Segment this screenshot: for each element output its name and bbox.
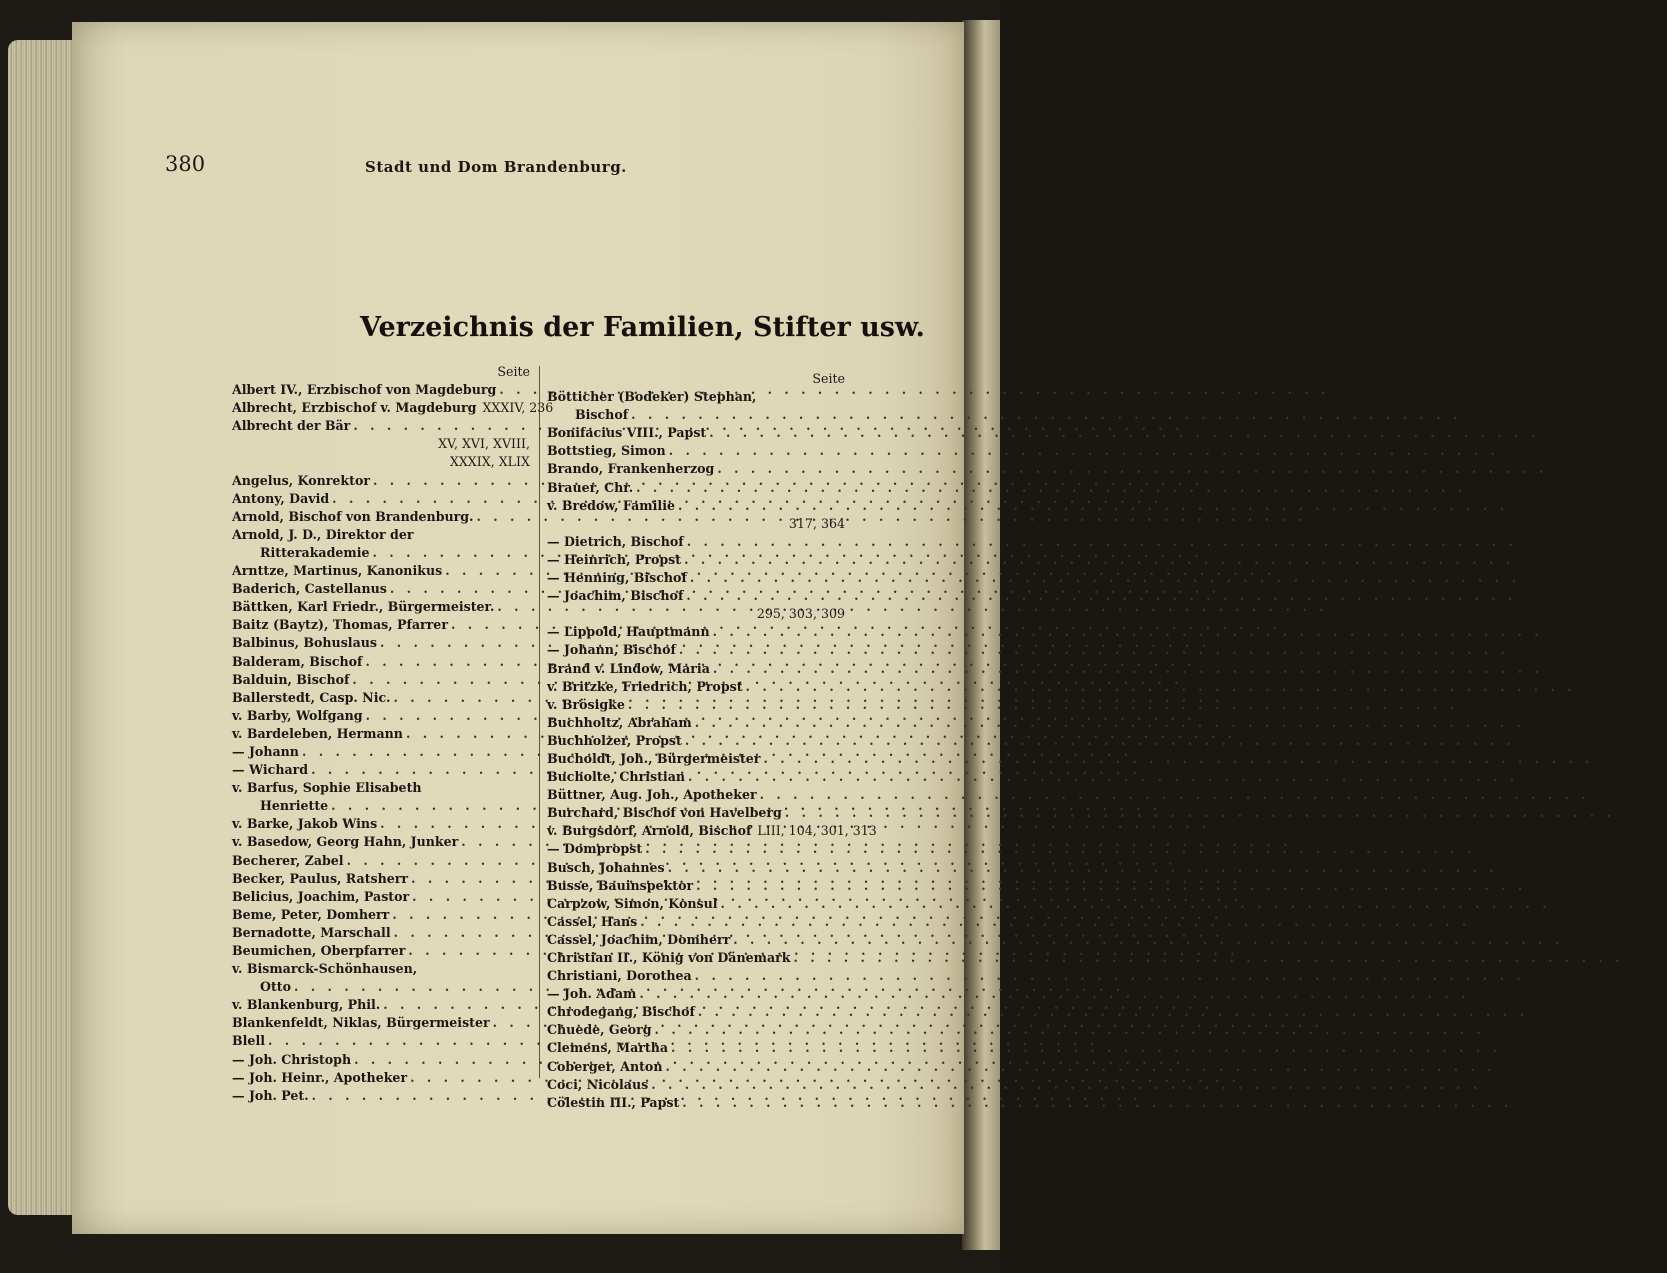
- entry-pages: 22: [1294, 834, 1311, 850]
- entry-name: Arnttze, Martinus, Kanonikus: [232, 563, 443, 579]
- index-entry: [547, 460, 1560, 478]
- entry-name: — Johann: [232, 743, 299, 759]
- entry-name: Bötticher (Bodeker) Stephan,: [547, 389, 757, 405]
- index-entry: [232, 779, 530, 797]
- entry-name: Arnold, Bischof von Brandenburg.: [232, 508, 474, 524]
- index-entry: [547, 605, 845, 623]
- entry-name: Chuede, Georg: [547, 1022, 652, 1038]
- entry-pages: XLVI: [1226, 924, 1257, 940]
- entry-name: v. Brösigke: [547, 696, 625, 712]
- entry-pages: XXXI, LXXX, 225, 302: [1464, 407, 1604, 423]
- entry-name: Henriette: [260, 798, 329, 814]
- entry-pages: 367: [1243, 1069, 1268, 1085]
- entry-pages: 79: [1187, 1051, 1204, 1067]
- seite-label-left: Seite: [497, 364, 530, 379]
- entry-name: Clemens, Martha: [547, 1040, 669, 1056]
- entry-pages: XXV, XXXI, XLVI,: [1511, 497, 1618, 513]
- entry-pages: XXXVI: [1517, 732, 1559, 748]
- leader-dots: [639, 985, 1469, 1003]
- entry-name: Albrecht, Erzbischof v. Magdeburg: [232, 400, 477, 416]
- entry-pages: XV, XXI: [1617, 805, 1665, 821]
- leader-dots: [682, 1094, 1512, 1112]
- leader-dots: [655, 1021, 1485, 1039]
- entry-name: Otto: [260, 979, 292, 995]
- entry-pages: XXV: [1519, 533, 1547, 549]
- leader-dots: [671, 1039, 1501, 1057]
- entry-pages: 75: [1165, 490, 1182, 506]
- entry-name: Christian II., König von Dänemark: [547, 950, 791, 965]
- entry-name: — Joh. Pet.: [232, 1087, 309, 1103]
- entry-name: v. Bismarck-Schönhausen,: [232, 961, 418, 977]
- entry-name: — Joh. Heinr., Apotheker: [232, 1069, 408, 1085]
- entry-name: — Heinrich, Propst: [547, 551, 682, 567]
- entry-pages: 295, 303, 309: [756, 606, 845, 622]
- index-entry: [547, 388, 845, 406]
- entry-pages: LXXXII, 297: [1164, 798, 1242, 814]
- leader-dots: [696, 877, 1526, 895]
- entry-name: Bättken, Karl Friedr., Bürgermeister.: [232, 599, 495, 615]
- index-entry: [232, 399, 554, 417]
- entry-name: Cassel, Hans: [547, 913, 638, 929]
- entry-name: Bucholte, Christian: [547, 769, 686, 785]
- leader-dots: [684, 551, 1514, 569]
- entry-pages: XXXIX, XLIX: [449, 454, 530, 470]
- entry-pages: 302, 303: [1517, 551, 1574, 567]
- index-entry: [232, 526, 530, 544]
- entry-name: v. Barfus, Sophie Elisabeth: [232, 780, 422, 796]
- entry-pages: LIII: [1511, 642, 1536, 658]
- leader-dots: [668, 859, 1498, 877]
- seite-label-right: Seite: [812, 371, 845, 386]
- leader-dots: [713, 660, 1543, 678]
- entry-name: Ritterakademie: [260, 544, 370, 560]
- entry-pages: XXIV, XXXI: [1522, 570, 1593, 586]
- leader-dots: [690, 569, 1520, 587]
- leader-dots: [785, 804, 1615, 822]
- leader-dots: [709, 424, 1539, 442]
- entry-name: Coci, Nicolaus: [547, 1076, 649, 1092]
- entry-pages: XLIX, 162: [1127, 979, 1191, 995]
- leader-dots: [733, 931, 1563, 949]
- entry-pages: 79: [1527, 968, 1544, 984]
- entry-name: Brando, Frankenherzog: [547, 461, 715, 477]
- entry-pages: XXXVIII, XLI, LIV: [1239, 725, 1351, 741]
- leader-dots: [793, 949, 1623, 967]
- leader-dots: [687, 533, 1517, 551]
- entry-name: v. Bardeleben, Hermann: [232, 725, 403, 741]
- entry-pages: 119: [1592, 787, 1617, 803]
- entry-name: v. Bredow, Familie: [547, 497, 676, 513]
- entry-name: — Joh. Adam: [547, 986, 637, 1002]
- entry-pages: XIX: [1198, 653, 1222, 669]
- entry-pages: 273: [1278, 563, 1303, 579]
- entry-name: Bonifacius VIII., Papst: [547, 425, 707, 441]
- page-number: 380: [165, 152, 206, 176]
- entry-name: — Johann, Bischof: [547, 642, 676, 658]
- leader-dots: [665, 1058, 1495, 1076]
- entry-pages: XII, XIII, XIV,: [1186, 418, 1271, 434]
- entry-pages: 117: [1213, 816, 1238, 832]
- entry-pages: 73: [1498, 1058, 1515, 1074]
- entry-pages: XLVI: [1460, 696, 1491, 712]
- running-head: Stadt und Dom Brandenburg.: [365, 158, 627, 176]
- leader-dots: [695, 967, 1525, 985]
- entry-pages: XXXV, 77: [1284, 617, 1342, 633]
- entry-name: — Lippold, Hauptmann: [547, 624, 710, 640]
- entry-name: Cölestin III., Papst: [547, 1094, 680, 1110]
- entry-pages: XXXVIII: [1198, 707, 1250, 723]
- entry-name: v. Britzke, Friedrich, Propst: [547, 678, 743, 694]
- entry-pages: 252: [1542, 425, 1567, 441]
- entry-pages: 79: [1330, 599, 1347, 615]
- leader-dots: [698, 1003, 1528, 1021]
- leader-dots: [686, 587, 1516, 605]
- entry-name: Chrodegang, Bischof: [547, 1004, 695, 1020]
- entry-pages: 79: [1144, 1087, 1161, 1103]
- entry-name: Beumichen, Oberpfarrer: [232, 943, 406, 958]
- entry-name: Bucholdt, Joh., Bürgermeister: [547, 750, 761, 766]
- entry-pages: XXXII: [1500, 859, 1538, 875]
- leader-dots: [717, 460, 1547, 478]
- entry-pages: XXVII: [1545, 624, 1583, 640]
- index-entry: [232, 435, 530, 453]
- entry-name: Christiani, Dorothea: [547, 968, 692, 984]
- entry-name: Baitz (Baytz), Thomas, Pfarrer: [232, 617, 448, 633]
- entry-name: — Dietrich, Bischof: [547, 533, 684, 549]
- entry-pages: 77: [1244, 870, 1261, 886]
- entry-pages: 273: [1484, 1076, 1509, 1092]
- leader-dots: [695, 714, 1525, 732]
- entry-name: v. Burgsdorf, Arnold, Bischof: [547, 823, 752, 839]
- leader-dots: [721, 895, 1551, 913]
- entry-pages: 120: [1527, 714, 1552, 730]
- entry-pages: 79: [1472, 986, 1489, 1002]
- entry-pages: 265: [1478, 841, 1503, 857]
- index-entry: [547, 515, 845, 533]
- entry-pages: 317, 364: [788, 515, 845, 531]
- entry-pages: XXXII, 225, 293,: [1519, 588, 1625, 604]
- entry-name: Büttner, Aug. Joh., Apotheker: [547, 787, 757, 803]
- index-title: Verzeichnis der Familien, Stifter usw.: [360, 312, 925, 343]
- entry-name: Becherer, Zabel: [232, 852, 344, 868]
- entry-pages: 365: [1473, 913, 1498, 929]
- entry-pages: 54: [1332, 382, 1349, 398]
- leader-dots: [645, 840, 1475, 858]
- entry-pages: X: [1550, 461, 1560, 477]
- entry-pages: XV, XVI, XVIII,: [438, 436, 530, 452]
- entry-name: Arnold, J. D., Direktor der: [232, 526, 414, 542]
- entry-pages: XXXV, 304: [1225, 906, 1292, 922]
- page-header: [165, 152, 645, 182]
- entry-name: Angelus, Konrektor: [232, 472, 370, 488]
- leader-dots: [640, 913, 1470, 931]
- entry-pages: XX: [1515, 1094, 1534, 1110]
- entry-name: Albrecht der Bär: [232, 418, 351, 434]
- leader-dots: [713, 623, 1543, 641]
- entry-name: Busse, Bauinspektor: [547, 877, 694, 893]
- entry-pages: LV: [1135, 743, 1151, 759]
- entry-pages: XXVII: [1179, 852, 1217, 868]
- entry-name: Ballerstedt, Casp. Nic.: [232, 689, 391, 705]
- entry-name: Bischof: [575, 407, 629, 423]
- entry-name: Antony, David: [232, 490, 330, 506]
- entry-name: Bottstieg, Simon: [547, 443, 666, 459]
- entry-name: Buchholtz, Abraham: [547, 714, 692, 730]
- entry-pages: 303: [1545, 660, 1570, 676]
- entry-name: — Joachim, Bischof: [547, 588, 684, 604]
- entry-pages: LV: [1521, 769, 1538, 785]
- entry-pages: 79: [1596, 750, 1613, 766]
- entry-pages: 119: [1245, 888, 1270, 904]
- entry-name: Albert IV., Erzbischof von Magdeburg: [232, 382, 497, 398]
- entry-name: Becker, Paulus, Ratsherr: [232, 870, 409, 886]
- entry-name: Balbinus, Bohuslaus: [232, 635, 377, 651]
- entry-name: v. Blankenburg, Phil.: [232, 997, 381, 1013]
- entry-name: Coberger, Anton: [547, 1058, 663, 1074]
- leader-dots: [636, 479, 1466, 497]
- entry-name: v. Barke, Jakob Wins: [232, 816, 378, 832]
- entry-pages: 323: [1530, 1004, 1555, 1020]
- entry-name: Baderich, Castellanus: [232, 581, 387, 597]
- entry-name: Blell: [232, 1033, 266, 1049]
- leader-dots: [746, 678, 1576, 696]
- entry-pages: 16: [1487, 1022, 1504, 1038]
- index-entry: [547, 641, 1536, 659]
- entry-pages: XXXVIII, LV: [1144, 762, 1220, 778]
- entry-pages: LIII, 104, 301, 313: [757, 823, 877, 839]
- entry-name: Balduin, Bischof: [232, 671, 350, 687]
- entry-name: Busch, Johannes: [547, 859, 665, 875]
- index-entry: [547, 533, 1547, 551]
- entry-pages: XXXVIII: [1206, 472, 1257, 488]
- entry-pages: 79: [1469, 479, 1486, 495]
- entry-pages: XLI: [1101, 1033, 1124, 1049]
- leader-dots: [669, 442, 1499, 460]
- entry-pages: XXXIV, 236: [482, 400, 554, 416]
- index-entry: [232, 453, 530, 471]
- entry-name: Bernadotte, Marschall: [232, 924, 391, 940]
- leader-dots: [651, 1076, 1481, 1094]
- entry-name: v. Barby, Wolfgang: [232, 707, 363, 723]
- entry-name: — Joh. Christoph: [232, 1051, 352, 1067]
- index-entry: [547, 786, 1617, 804]
- entry-pages: LIII, 5: [1309, 508, 1349, 524]
- index-entry: [547, 406, 1604, 424]
- entry-name: Buchholzer, Propst: [547, 732, 682, 748]
- index-entry: [547, 822, 877, 840]
- entry-pages: 61: [1241, 943, 1258, 958]
- leader-dots: [631, 406, 1461, 424]
- entry-pages: XXXV: [1566, 931, 1603, 947]
- index-entry: [547, 442, 1526, 460]
- entry-name: Belicius, Joachim, Pastor: [232, 888, 410, 904]
- entry-name: v. Basedow, Georg Hahn, Junker: [232, 834, 459, 850]
- leader-dots: [679, 641, 1509, 659]
- entry-name: Burchard, Bischof von Havelberg: [547, 805, 782, 821]
- leader-dots: [678, 497, 1508, 515]
- leader-dots: [763, 750, 1593, 768]
- entry-pages: 136: [1626, 950, 1651, 965]
- leader-dots: [685, 732, 1515, 750]
- leader-dots: [628, 696, 1458, 714]
- entry-pages: 197: [1553, 895, 1578, 911]
- entry-name: Brauer, Chr.: [547, 479, 634, 495]
- entry-name: Cassel, Joachim, Domherr: [547, 931, 731, 947]
- entry-pages: XXIV: [1325, 1015, 1358, 1031]
- entry-name: Beme, Peter, Domherr: [232, 906, 390, 922]
- entry-pages: XIX: [1222, 581, 1246, 597]
- entry-name: — Henning, Bischof: [547, 570, 687, 586]
- entry-pages: 120: [1226, 689, 1251, 705]
- leader-dots: [760, 786, 1590, 804]
- leader-dots: [688, 768, 1518, 786]
- entry-pages: 345: [1205, 544, 1230, 560]
- entry-name: Brand v. Lindow, Maria: [547, 660, 710, 676]
- index-entry: [232, 960, 530, 978]
- index-entry: [547, 967, 1544, 985]
- entry-name: Balderam, Bischof: [232, 653, 363, 669]
- entry-pages: LII: [1185, 671, 1204, 687]
- entry-pages: 110: [1501, 443, 1526, 459]
- entry-pages: 77: [1216, 997, 1233, 1013]
- entry-name: — Dompropst: [547, 841, 643, 857]
- entry-pages: X: [1213, 635, 1223, 651]
- entry-name: Carpzow, Simon, Konsul: [547, 895, 718, 911]
- entry-pages: 303, 312, 313: [1578, 678, 1667, 694]
- entry-pages: XLIII: [1529, 877, 1562, 893]
- entry-pages: 27: [1504, 1040, 1521, 1056]
- entry-name: Blankenfeldt, Niklas, Bürgermeister: [232, 1015, 490, 1031]
- entry-name: — Wichard: [232, 762, 309, 778]
